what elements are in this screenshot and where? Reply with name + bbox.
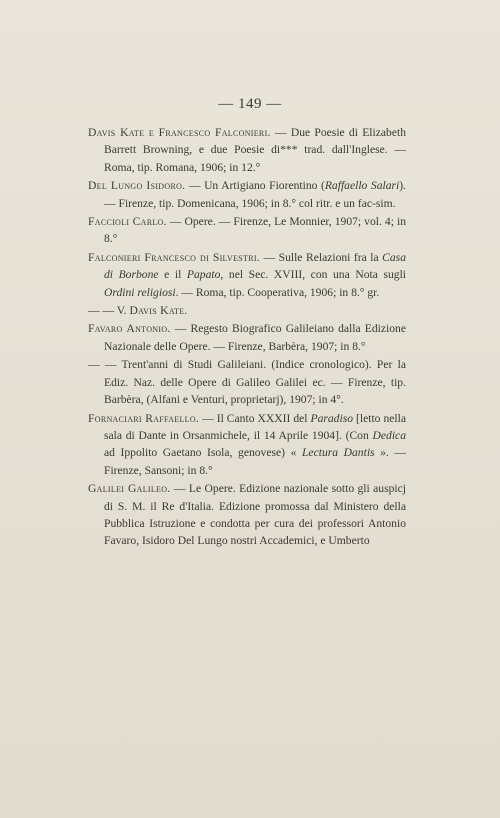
page-number: — 149 — xyxy=(218,96,282,112)
bibliography-entry xyxy=(88,177,406,212)
bibliography-list xyxy=(88,124,406,551)
bibliography-entry xyxy=(88,320,406,355)
bibliography-entry xyxy=(88,249,406,301)
entry-text: , nel Sec. XVIII, con una Nota sugli xyxy=(220,268,407,282)
entry-author: Falconieri Francesco di Silvestri. xyxy=(88,250,261,264)
entry-text: — Le Opere. Edizione nazionale sotto gli auspicj di S. M. il Re d'Italia. Edizione promossa dal Ministero della Pubblica Istruzione e condotta per cura dei professori Antonio Favaro, Isidoro Del Lungo nostri Accademici, e Umberto xyxy=(104,482,406,548)
bibliography-entry xyxy=(88,302,406,319)
entry-text: — Sulle Relazioni fra la xyxy=(260,250,383,264)
bibliography-entry xyxy=(88,124,406,176)
entry-text: — — Trent'anni di Studi Galileiani. (Indice cronologico). Per la Ediz. Naz. delle Opere di Galileo Galilei ec. — Firenze, tip. Barbèra, (Alfani e Venturi, proprietarj), 1907; in 4°. xyxy=(88,358,406,407)
entry-text: — — V. xyxy=(88,304,130,318)
entry-title-italic: Paradiso xyxy=(310,411,353,425)
entry-title-italic: Dedica xyxy=(372,428,406,442)
bibliography-entry xyxy=(88,356,406,408)
entry-author: Fornaciari Raffaello. xyxy=(88,411,200,425)
entry-text: — Un Artigiano Fiorentino ( xyxy=(185,179,325,193)
entry-title-italic: Lectura Dantis xyxy=(301,446,375,460)
entry-text: — Regesto Biografico Galileiano dalla Edizione Nazionale delle Opere. — Firenze, Barbèra, 1907; in 8.° xyxy=(104,322,406,353)
entry-text: Davis Kate. xyxy=(129,304,188,318)
entry-title-italic: Ordini religiosi xyxy=(104,285,176,299)
entry-text: e il xyxy=(158,268,187,282)
entry-text: [letto nella sala di Dante in Orsanmichele, il 14 Aprile 1904]. (Con xyxy=(104,411,406,442)
entry-title-italic: Casa di Borbone xyxy=(104,250,406,282)
entry-text: — Il Canto XXXII del xyxy=(199,411,311,425)
entry-title-italic: Papato xyxy=(186,268,221,282)
entry-text: ). — Firenze, tip. Domenicana, 1906; in 8.° col ritr. e un fac-sim. xyxy=(104,179,407,210)
entry-title-italic: Raffaello Salari xyxy=(324,179,400,193)
bibliography-entry xyxy=(88,480,406,550)
entry-author: Del Lungo Isidoro. xyxy=(88,179,186,193)
entry-text: — Opere. — Firenze, Le Monnier, 1907; vol. 4; in 8.° xyxy=(104,215,406,246)
entry-author: Galilei Galileo. xyxy=(88,482,171,496)
entry-text: . — Roma, tip. Cooperativa, 1906; in 8.° gr. xyxy=(175,285,380,299)
bibliography-entry xyxy=(88,213,406,248)
entry-text: — Due Poesie di Elizabeth Barrett Browning, e due Poesie di*** trad. dall'Inglese. — Roma, tip. Romana, 1906; in 12.° xyxy=(104,126,406,174)
entry-text: ad Ippolito Gaetano Isola, genovese) « xyxy=(104,446,302,460)
entry-text: ». — Firenze, Sansoni; in 8.° xyxy=(104,446,407,477)
bibliography-entry xyxy=(88,410,406,480)
entry-author: Faccioli Carlo. xyxy=(88,215,167,229)
entry-author: Davis Kate e Francesco Falconieri. xyxy=(88,126,271,139)
entry-author: Favaro Antonio. xyxy=(88,322,171,336)
